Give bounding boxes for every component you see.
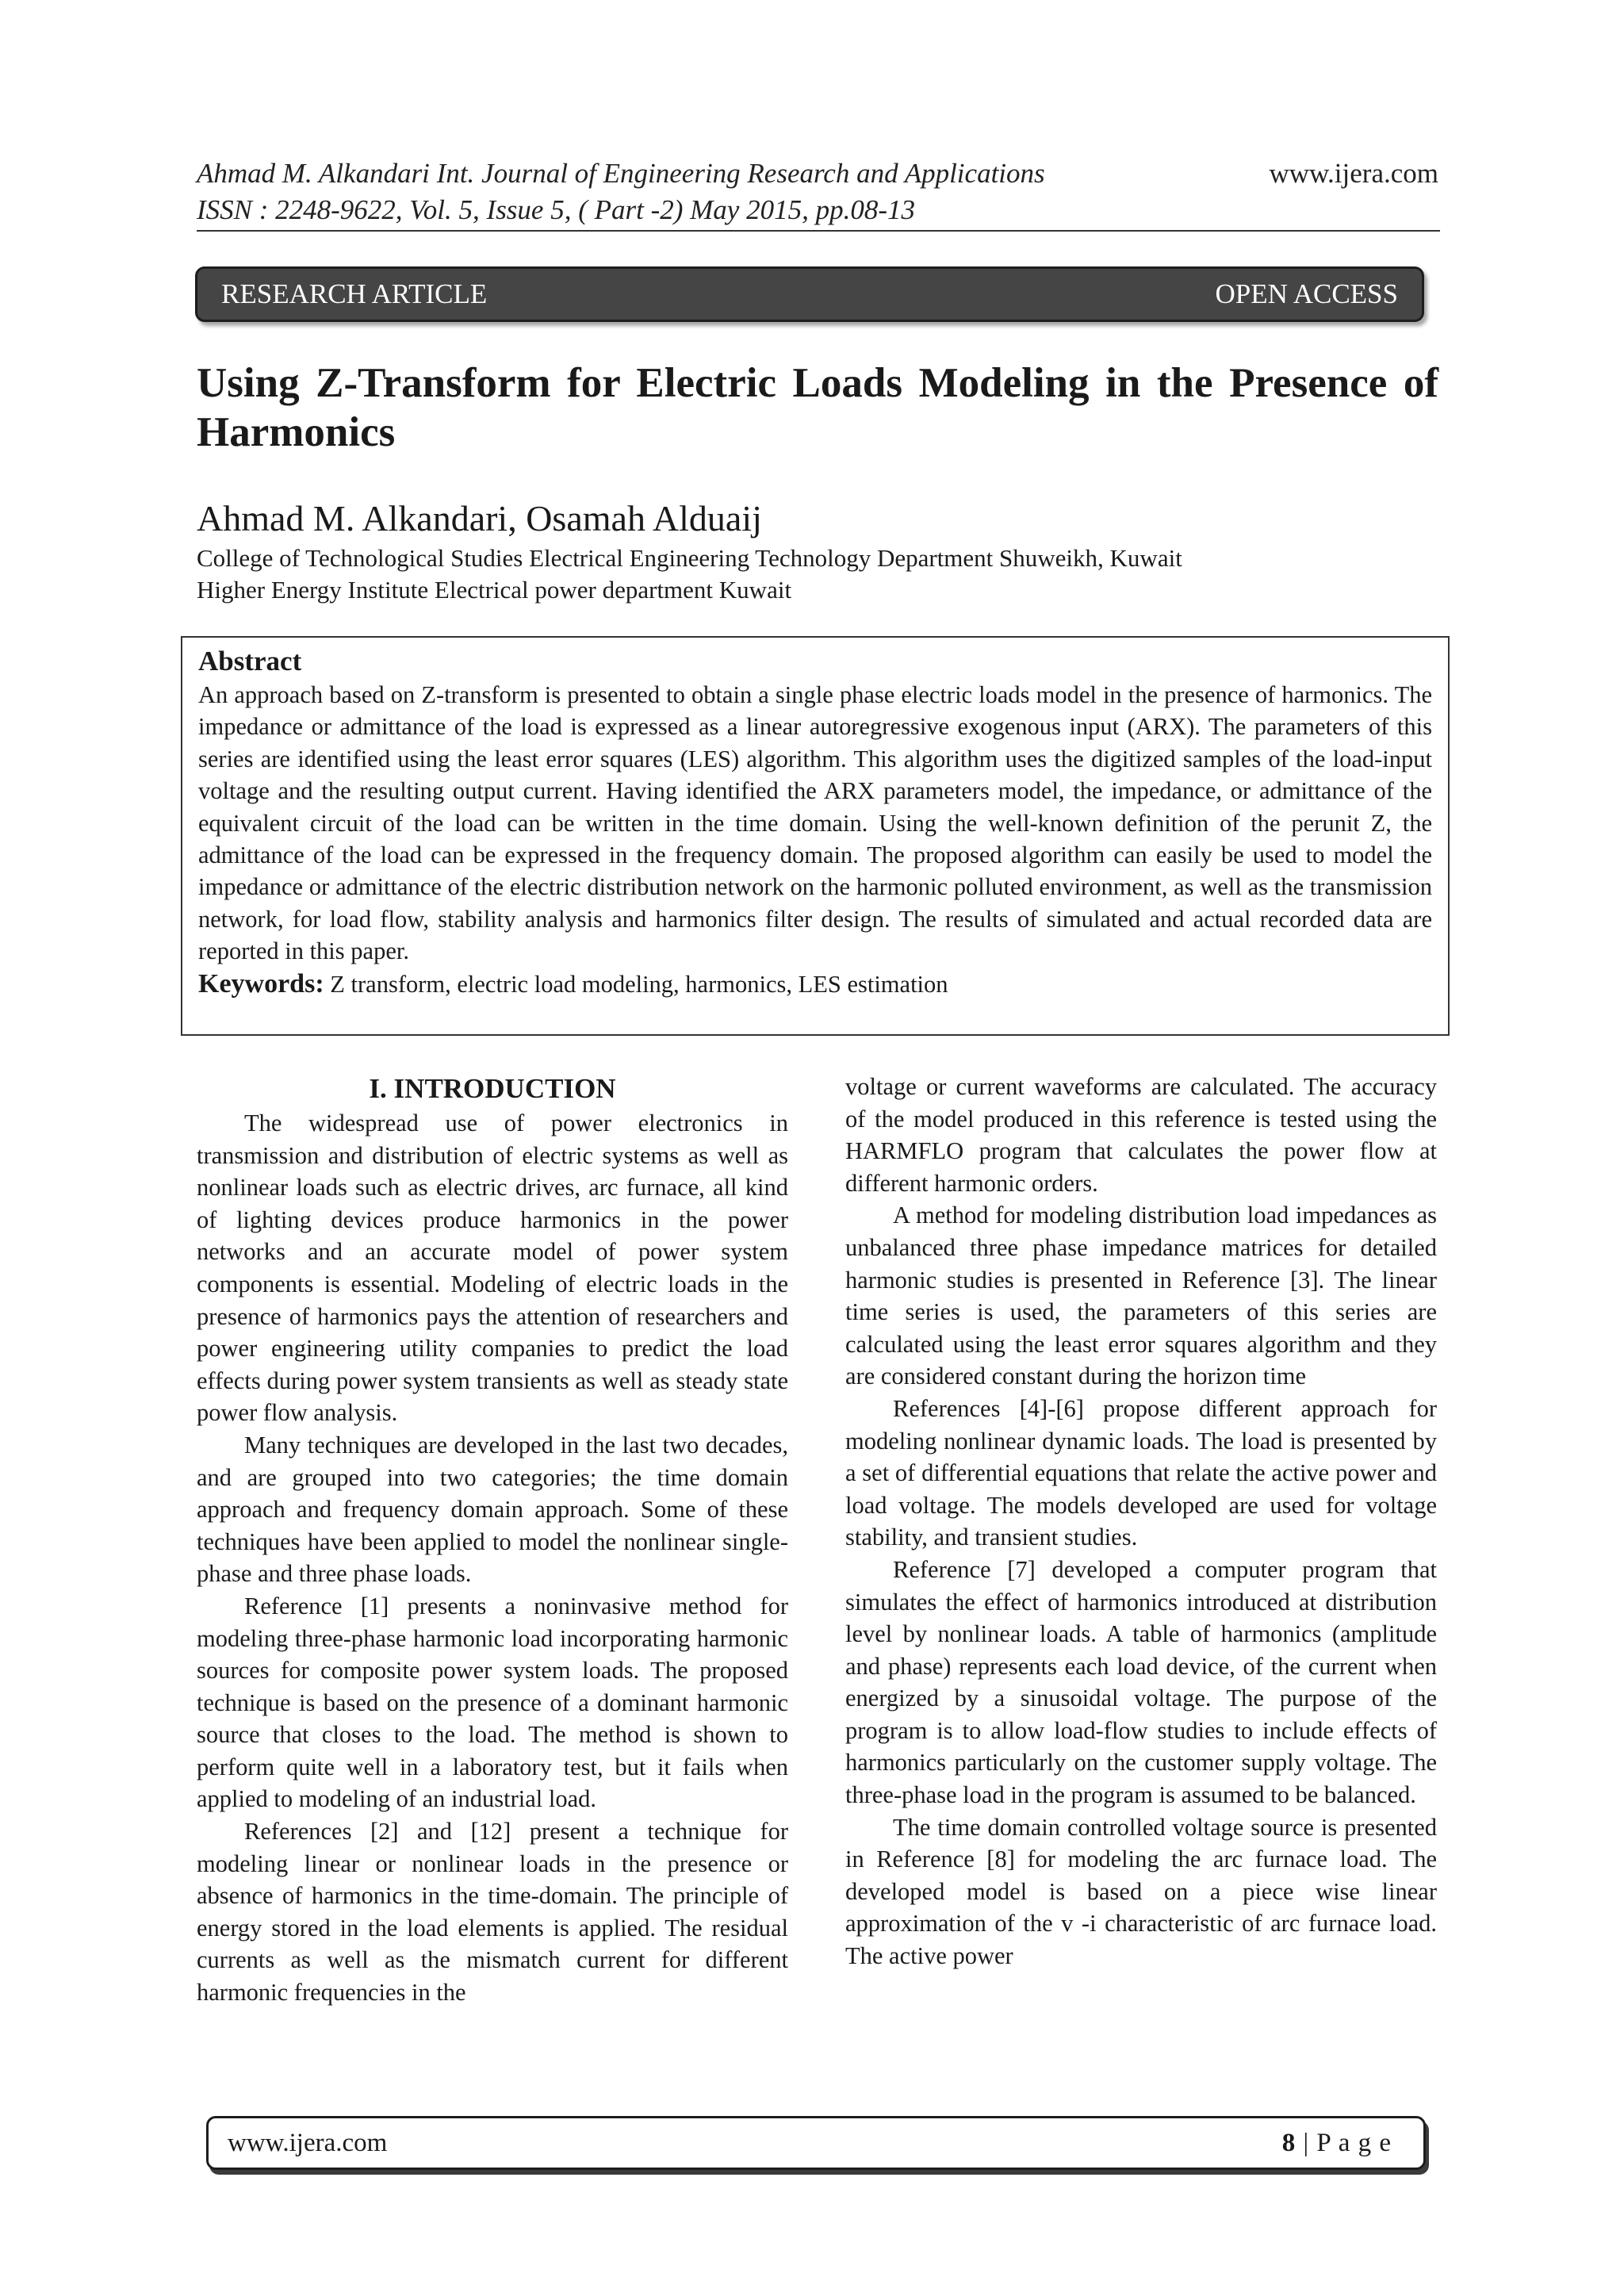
body-paragraph: The time domain controlled voltage source is presented in Reference [8] for modeling the arc furnace load. The developed model is based on a piece wise linear approximation of the v -i characteristic of arc furnace load. The active power: [845, 1813, 1437, 1970]
journal-citation-line1: Ahmad M. Alkandari Int. Journal of Engineering Research and Applications: [197, 158, 1045, 189]
keywords-label: Keywords:: [198, 968, 324, 999]
affiliation-2: Higher Energy Institute Electrical power department Kuwait: [197, 576, 792, 604]
body-paragraph: The widespread use of power electronics in transmission and distribution of electric systems as well as nonlinear loads such as electric drives, arc furnace, all kind of lighting devices produce harmonics in the power networks and an accurate model of power system components is essential. Modeling of electric loads in the presence of harmonics pays the attention of researchers and power engineering utility companies to predict the load effects during power system transients as well as steady state power flow analysis.: [197, 1110, 788, 1427]
keywords-line: [198, 968, 1432, 1001]
author-list: Ahmad M. Alkandari, Osamah Alduaij: [197, 498, 762, 539]
abstract-heading: Abstract: [198, 646, 302, 677]
body-paragraph: References [2] and [12] present a technique for modeling linear or nonlinear loads in the presence or absence of harmonics in the time-domain. The principle of energy stored in the load elements is applied. The residual currents as well as the mismatch current for different harmonic frequencies in the: [197, 1818, 788, 2007]
running-header: [197, 155, 1438, 228]
body-paragraph: Many techniques are developed in the last two decades, and are grouped into two categories; the time domain approach and frequency domain approach. Some of these techniques have been applied to model the nonlinear single-phase and three phase loads.: [197, 1431, 788, 1588]
body-paragraph-continuation: voltage or current waveforms are calculated. The accuracy of the model produced in this reference is tested using the HARMFLO program that calculates the power flow at different harmonic orders.: [845, 1073, 1437, 1197]
body-paragraph: Reference [1] presents a noninvasive method for modeling three-phase harmonic load incorporating harmonic sources for composite power system loads. The proposed technique is based on the presence of a dominant harmonic source that closes to the load. The method is shown to perform quite well in a laboratory test, but it fails when applied to modeling of an industrial load.: [197, 1592, 788, 1813]
right-column: [845, 1071, 1437, 1972]
open-access-label: OPEN ACCESS: [1215, 278, 1398, 309]
affiliations: [197, 542, 1182, 606]
left-column: [197, 1071, 788, 2009]
body-paragraph: References [4]-[6] propose different approach for modeling nonlinear dynamic loads. The load is presented by a set of differential equations that relate the active power and load voltage. The models developed are used for voltage stability, and transient studies.: [845, 1394, 1437, 1551]
affiliation-1: College of Technological Studies Electrical Engineering Technology Department Shuweikh, Kuwait: [197, 544, 1182, 572]
journal-website[interactable]: www.ijera.com: [1269, 158, 1438, 189]
body-paragraph: A method for modeling distribution load impedances as unbalanced three phase impedance matrices for detailed harmonic studies is presented in Reference [3]. The linear time series is used, the parameters of this series are calculated using the least error squares algorithm and they are considered constant during the horizon time: [845, 1202, 1437, 1390]
research-article-label: RESEARCH ARTICLE: [221, 278, 488, 309]
journal-citation-line2: ISSN : 2248-9622, Vol. 5, Issue 5, ( Part -2) May 2015, pp.08-13: [197, 194, 916, 225]
page-number-label: [1282, 2129, 1392, 2158]
abstract-box: [181, 636, 1450, 1036]
section-heading: I. INTRODUCTION: [369, 1073, 616, 1104]
page-footer: [206, 2116, 1426, 2170]
abstract-text: An approach based on Z-transform is presented to obtain a single phase electric loads model in the presence of harmonics. The impedance or admittance of the load is expressed as a linear autoregressive exogenous input (ARX). The parameters of this series are identified using the least error squares (LES) algorithm. This algorithm uses the digitized samples of the load-input voltage and the resulting output current. Having identified the ARX parameters model, the impedance, or admittance of the equivalent circuit of the load can be written in the time domain. Using the well-known definition of the perunit Z, the admittance of the load can be expressed in the frequency domain. The proposed algorithm can easily be used to model the impedance or admittance of the electric distribution network on the harmonic polluted environment, as well as the transmission network, for load flow, stability analysis and harmonics filter design. The results of simulated and actual recorded data are reported in this paper.: [198, 681, 1432, 965]
page-number: 8: [1281, 2128, 1297, 2157]
paper-title: Using Z-Transform for Electric Loads Modeling in the Presence of Harmonics: [197, 360, 1438, 455]
article-type-banner: [195, 266, 1424, 322]
body-paragraph: Reference [7] developed a computer program that simulates the effect of harmonics introduced at distribution level by nonlinear loads. A table of harmonics (amplitude and phase) represents each load device, of the current when energized by a sinusoidal voltage. The purpose of the program is to allow load-flow studies to include effects of harmonics particularly on the customer supply voltage. The three-phase load in the program is assumed to be balanced.: [845, 1555, 1437, 1809]
header-divider: [197, 230, 1440, 232]
keywords-text: Z transform, electric load modeling, harmonics, LES estimation: [330, 970, 948, 998]
page-suffix: | P a g e: [1296, 2128, 1392, 2157]
footer-website[interactable]: www.ijera.com: [228, 2128, 388, 2157]
